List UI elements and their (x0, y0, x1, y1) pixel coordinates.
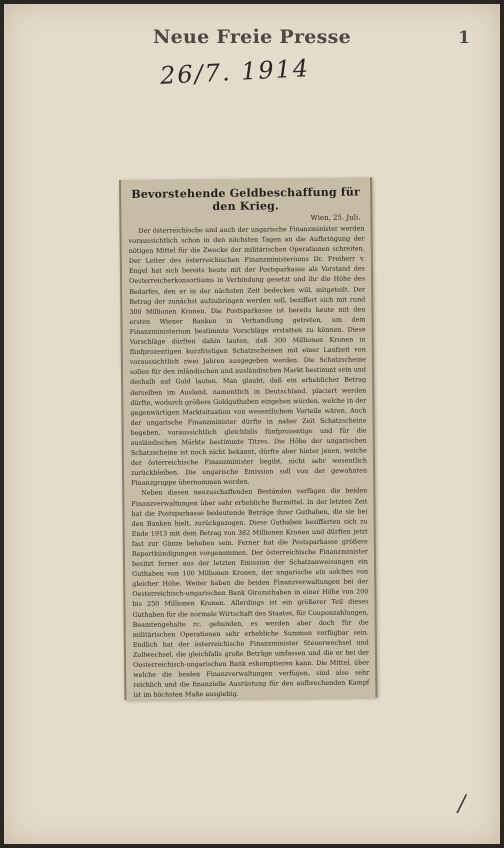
handwritten-date: 26/7. 1914 (159, 54, 311, 90)
pencil-mark: / (458, 792, 466, 817)
clipping-dateline: Wien, 25. Juli. (310, 213, 361, 222)
clipping-paragraph: Der österreichische und auch der ungarische Finanzminister werden voraussichtlich schon in den nächsten Tagen an die Aufbringung der nötigen Mittel für die Zwecke der militärischen Operationen schreiten. Der Leiter des österreichischen Finanzministeriums Dr. Freiherr v. Engel hat sich bereits heute mit der Postsparkasse als Vorstand des Oesterreicherkonsortiums in Verbindung gesetzt und ihr die Höhe des Bedarfes, den er in der nächsten Zeit bedecken will, mitgeteilt. Der Betrag der zunächst aufzubringen werden soll, beziffert sich mit rund 300 Millionen Kronen. Die Postsparkasse ist bereits heute mit den ersten Wiener Banken in Verhandlung getreten, um dem Finanzministerium bestimmte Vorschläge erstatten zu können. Diese Vorschläge dürften dahin lauten, daß 300 Millionen Kronen in fünfprozentigen kurzfristigen Schatzscheinen mit einer Laufzeit von voraussichtlich zwei Jahren ausgegeben werden. Die Schatzscheine sollen für den inländischen und ausländischen Markt bestimmt sein und deshalb auf Gold lauten. Man glaubt, daß ein erheblicher Betrag derselben im Ausland, namentlich in Deutschland, placiert werden dürfte, wodurch größere Goldguthaben eingehen würden, welche in der gegenwärtigen Marktsituation von wesentlichem Vorteile wären. Auch der ungarische Finanzminister dürfte in naher Zeit Schatzscheine begeben, voraussichtlich gleichfalls fünfprozentige und für die ausländischen Märkte bestimmte Titres. Die Höhe der ungarischen Schatzscheine ist noch nicht bekannt, dürfte aber hinter jenen, welche der österreichische Finanzminister begibt, nicht sehr wesentlich zurückbleiben. Die ungarische Emission soll von der gewohnten Finanzgruppe übernommen werden. (128, 224, 368, 488)
clipping-body (128, 223, 369, 700)
clipping-paragraph: Neben diesen neuzuschaffenden Beständen verfügen die beiden Finanzverwaltungen über sehr erhebliche Barmittel. In der letzten Zeit hat die Postsparkasse bedeutende Beträge ihrer Guthaben, die sie bei den Banken hielt, zurückgezogen. Diese Guthaben bezifferten sich zu Ende 1913 mit dem Betrag von 382 Millionen Kronen und dürften jetzt fast zur Gänze behoben sein. Ferner hat die Postsparkasse größere Reportkündigungen vorgenommen. Der österreichische Finanzminister besitzt ferner aus der letzten Emission der Schatzanweisungen ein Guthaben von 100 Millionen Kronen, der ungarische ein solches von gleicher Höhe. Weiter haben die beiden Finanzverwaltungen bei der Oesterreichisch-ungarischen Bank Girozuthaben in einer Höhe von 200 bis 250 Millionen Kronen. Allerdings ist ein größerer Teil dieses Guthaben für die normale Wirtschaft des Staates, für Couponzahlungen, Beamtengehalte rc. gebunden, es werden aber doch für die militärischen Operationen sehr erhebliche Summen verfügbar sein. Endlich hat der österreichische Finanzminister Steuerwechsel und Zollwechsel, die gleichfalls große Beträge umfassen und die er bei der Oesterreichisch-ungarischen Bank eskomptieren kann. Die Mittel, über welche die beiden Finanzverwaltungen verfügen, sind also sehr reichlich und die finanzielle Ausrüstung für den aufbrechenden Kampf ist im höchsten Maße ausgiebig. (131, 486, 370, 700)
archive-sheet (4, 4, 500, 844)
newspaper-clipping (119, 177, 377, 700)
newspaper-title: Neue Freie Presse (152, 26, 352, 48)
clipping-headline: Bevorstehende Geldbeschaffung für den Krieg. (131, 185, 361, 214)
page-number: 1 (458, 28, 470, 48)
